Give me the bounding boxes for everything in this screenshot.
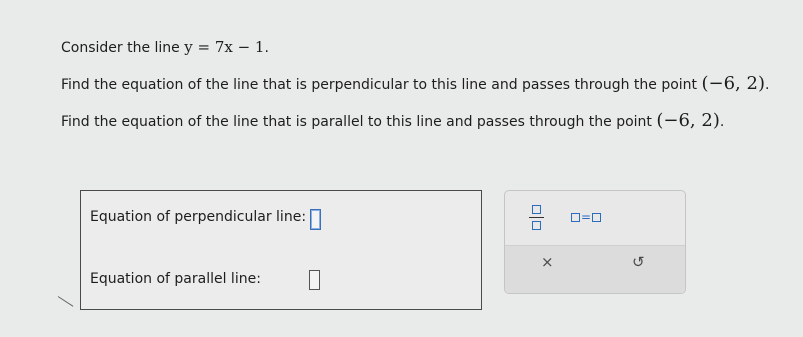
question-line-1	[61, 38, 269, 56]
question-line-2	[61, 73, 769, 94]
point-perpendicular: (−6, 2)	[701, 73, 765, 94]
toolbar-action-row	[505, 245, 685, 293]
answer-panel	[80, 190, 482, 310]
equals-right-box	[592, 213, 601, 222]
fraction-bar	[529, 217, 544, 218]
question-line-1-prefix: Consider the line	[61, 40, 185, 56]
question-line-3	[61, 110, 724, 131]
given-line-equation: y = 7x − 1	[184, 38, 265, 56]
perpendicular-equation-input[interactable]	[310, 209, 321, 230]
question-line-3-suffix: .	[719, 114, 725, 130]
question-line-2-text: Find the equation of the line that is perpendicular to this line and passes through the point	[61, 77, 702, 93]
question-line-3-text: Find the equation of the line that is parallel to this line and passes through the point	[61, 114, 657, 130]
math-toolbar	[504, 190, 686, 294]
equals-left-box	[571, 213, 580, 222]
fraction-denominator-box	[532, 221, 541, 230]
fraction-numerator-box	[532, 205, 541, 214]
parallel-label: Equation of parallel line:	[90, 271, 261, 287]
perpendicular-label: Equation of perpendicular line:	[90, 209, 307, 225]
undo-icon[interactable]: ↺	[632, 253, 645, 271]
question-line-1-suffix: .	[264, 40, 269, 56]
equals-sign: =	[581, 210, 592, 224]
clear-icon[interactable]: ×	[541, 253, 554, 271]
stray-mark	[58, 296, 74, 307]
parallel-equation-input[interactable]	[309, 270, 320, 290]
question-line-2-suffix: .	[764, 77, 770, 93]
box-equals-box-icon[interactable]	[571, 210, 601, 224]
point-parallel: (−6, 2)	[656, 110, 720, 131]
fraction-icon[interactable]	[529, 203, 545, 233]
